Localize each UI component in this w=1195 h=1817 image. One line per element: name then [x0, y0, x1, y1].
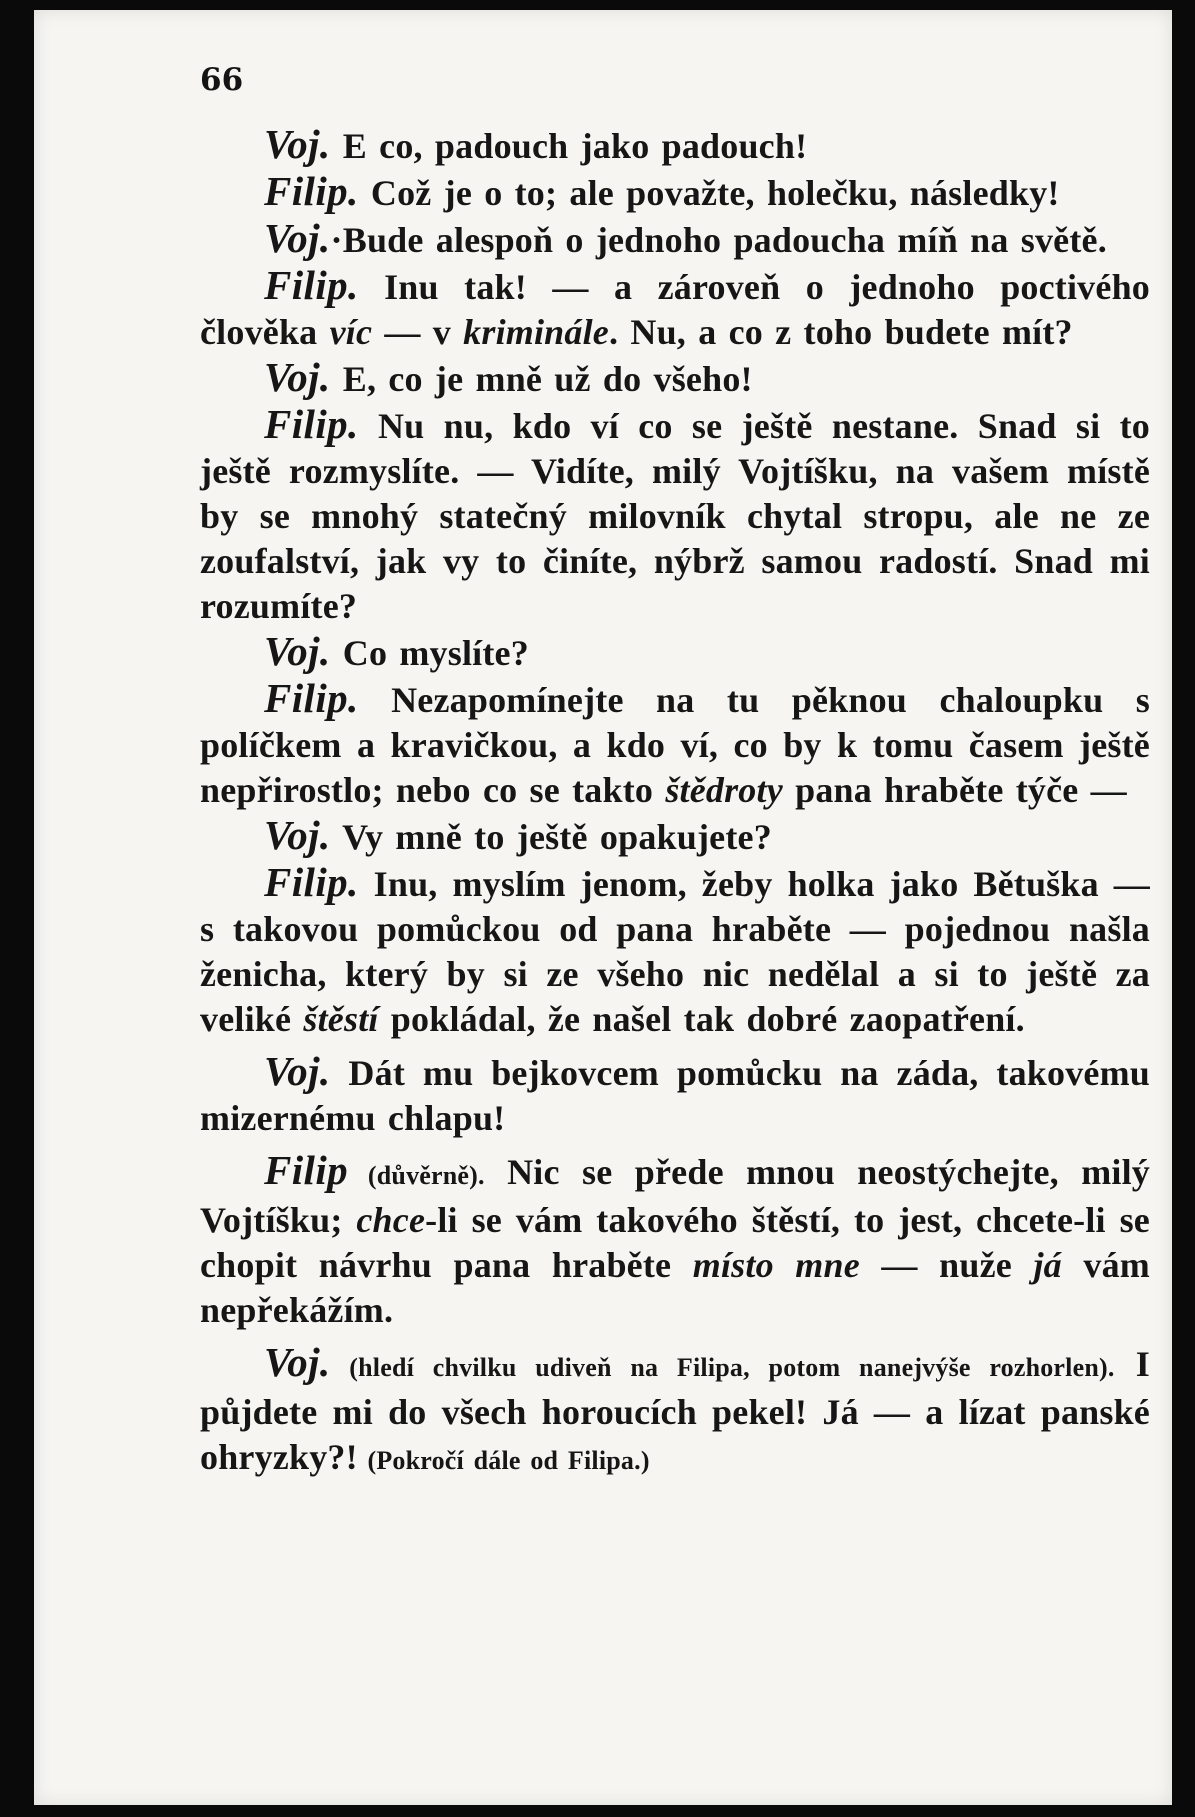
stage-direction: (Pokročí dále od Filipa.) — [357, 1446, 650, 1475]
speaker-name: Filip. — [264, 675, 359, 721]
stage-direction: (hledí chvilku udiveň na Filipa, potom nanejvýše rozhorlen). — [330, 1353, 1115, 1382]
emphasis-text: víc — [329, 312, 373, 352]
line-text: Což je o to; ale považte, holečku, následky! — [358, 173, 1060, 213]
line-text: I půjdete mi do všech horoucích pekel! Já — a lízat panské ohryzky?! — [200, 1344, 1150, 1477]
speaker-name: Voj. — [264, 121, 331, 167]
line-text: Dát mu bejkovcem pomůcku na záda, takovému mizernému chlapu! — [200, 1053, 1150, 1138]
speaker-name: Voj. — [264, 812, 331, 858]
emphasis-text: kriminále — [463, 312, 609, 352]
speaker-name: Filip. — [264, 401, 359, 447]
dialogue-line — [200, 216, 1150, 263]
line-text: Inu, myslím jenom, žeby holka jako Bětuška — s takovou pomůckou od pana hraběte — pojednou našla ženicha, který by si ze všeho nic nedělal a si to ještě za veliké — [200, 864, 1150, 1039]
dialogue-line — [200, 355, 1150, 402]
line-text: E, co je mně už do všeho! — [330, 359, 753, 399]
dialogue-line — [200, 629, 1150, 676]
dialogue-line — [200, 1340, 1150, 1483]
line-text: Nu nu, kdo ví co se ještě nestane. Snad si to ještě rozmyslíte. — Vidíte, milý Vojtíšku, na vašem místě by se mnohý statečný milovník chytal stropu, ale ne ze zoufalství, jak vy to činíte, nýbrž samou radostí. Snad mi rozumíte? — [200, 406, 1150, 626]
line-text: Nezapomínejte na tu pěknou chaloupku s políčkem a kravičkou, a kdo ví, co by k tomu časem ještě nepřirostlo; nebo co se takto — [200, 680, 1150, 810]
speaker-name: Filip. — [264, 262, 359, 308]
line-text: — nuže — [859, 1245, 1034, 1285]
dialogue-line — [200, 1148, 1150, 1333]
speaker-name: Voj. — [264, 1048, 331, 1094]
line-text: ·Bude alespoň o jednoho padoucha míň na světě. — [330, 220, 1107, 260]
line-text: . Nu, a co z toho budete mít? — [608, 312, 1073, 352]
book-page — [34, 10, 1172, 1805]
speaker-name: Voj. — [264, 215, 331, 261]
dialogue-line — [200, 676, 1150, 813]
line-text: Vy mně to ještě opakujete? — [330, 817, 772, 857]
dialogue-line — [200, 860, 1150, 1042]
line-text: -li se vám takového štěstí, to jest, chcete-li se chopit návrhu pana hraběte — [200, 1200, 1150, 1285]
emphasis-text: já — [1033, 1245, 1062, 1285]
dialogue-line — [200, 1049, 1150, 1141]
dialogue-line — [200, 122, 1150, 169]
line-text: Nic se přede mnou neostýchejte, milý Vojtíšku; — [200, 1152, 1150, 1240]
page-text — [200, 122, 1150, 1483]
line-text: E co, padouch jako padouch! — [330, 126, 808, 166]
emphasis-text: štěstí — [303, 999, 379, 1039]
page-number: 66 — [200, 62, 244, 98]
speaker-name: Filip. — [264, 859, 359, 905]
line-text: Co myslíte? — [330, 633, 529, 673]
line-text: — v — [372, 312, 464, 352]
line-text: pana hraběte týče — — [782, 770, 1127, 810]
line-text: Inu tak! — a zároveň o jednoho poctivého člověka — [200, 267, 1150, 352]
stage-direction: (důvěrně). — [348, 1161, 485, 1190]
emphasis-text: štědroty — [665, 770, 783, 810]
dialogue-line — [200, 263, 1150, 355]
speaker-name: Filip. — [264, 168, 359, 214]
dialogue-line — [200, 402, 1150, 629]
dialogue-line — [200, 169, 1150, 216]
speaker-name: Voj. — [264, 628, 331, 674]
emphasis-text: místo mne — [692, 1245, 860, 1285]
speaker-name: Filip — [264, 1147, 349, 1193]
speaker-name: Voj. — [264, 1339, 331, 1385]
dialogue-line — [200, 813, 1150, 860]
line-text: vám nepřekážím. — [200, 1245, 1150, 1330]
line-text: pokládal, že našel tak dobré zaopatření. — [378, 999, 1025, 1039]
speaker-name: Voj. — [264, 354, 331, 400]
emphasis-text: chce — [356, 1200, 426, 1240]
